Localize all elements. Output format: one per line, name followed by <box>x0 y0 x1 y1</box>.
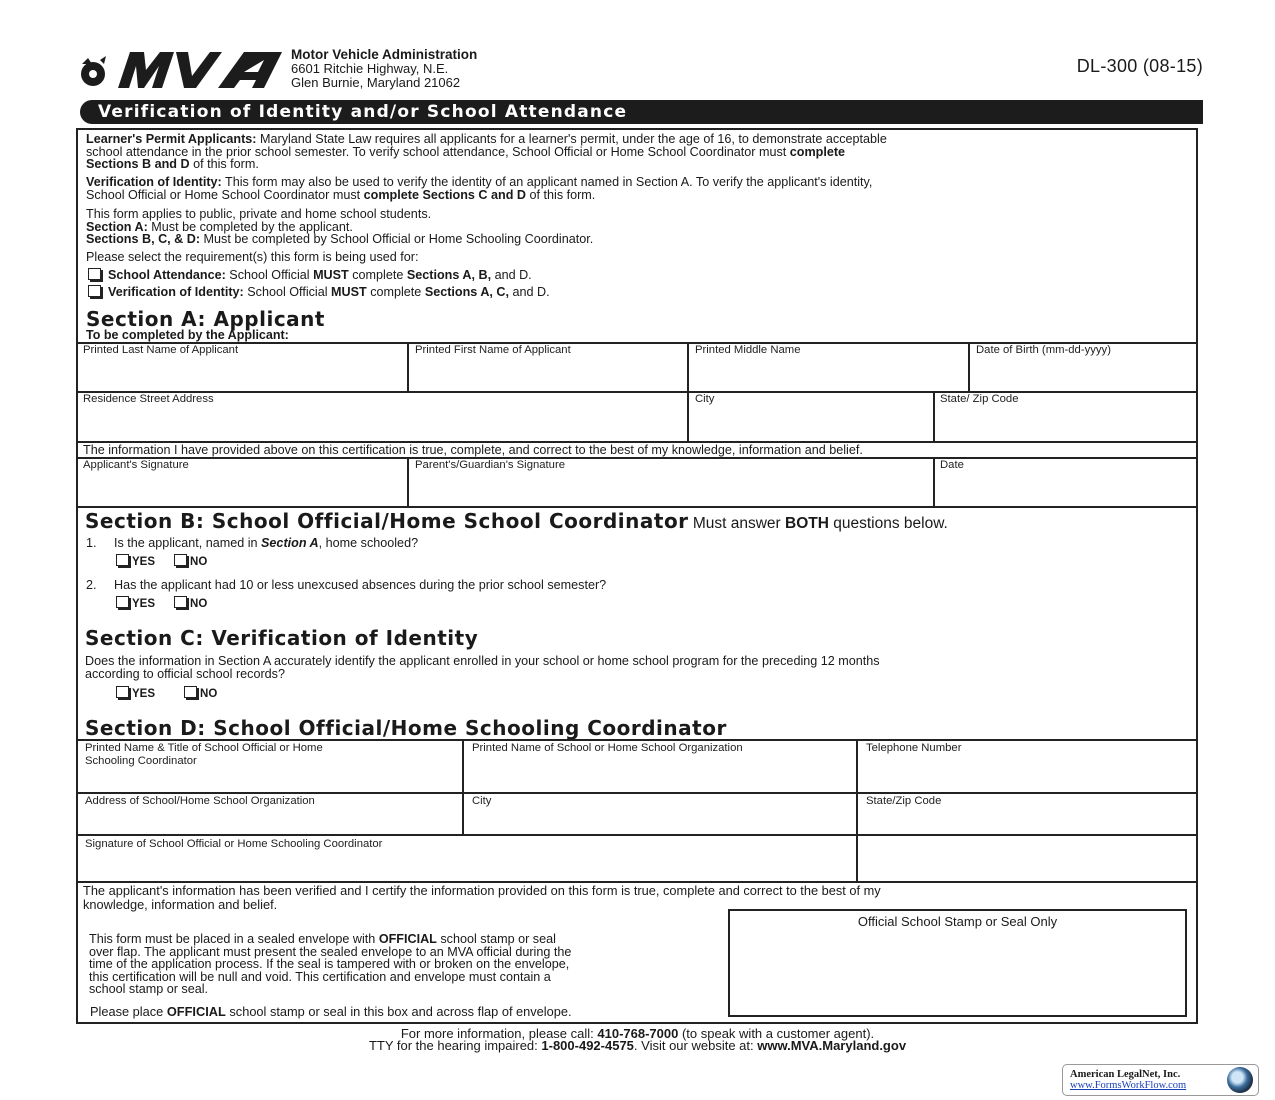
stamp-box-label: Official School Stamp or Seal Only <box>857 914 1058 929</box>
verification-identity-checkbox[interactable] <box>88 285 101 297</box>
section-c-title: Section C: Verification of Identity <box>85 626 479 650</box>
school-name-label: Printed Name of School or Home School Organization <box>472 742 743 754</box>
divider <box>407 457 409 506</box>
divider <box>76 391 1198 393</box>
section-a-title: Section A: Applicant <box>86 307 325 331</box>
street-label: Residence Street Address <box>83 393 214 405</box>
section-d-title: Section D: School Official/Home Schooling Coordinator <box>85 716 727 740</box>
parent-signature-label: Parent's/Guardian's Signature <box>415 459 566 471</box>
school-address-field[interactable] <box>78 811 461 833</box>
american-legalnet-badge[interactable] <box>1062 1064 1259 1096</box>
dob-label: Date of Birth (mm-dd-yyyy) <box>976 344 1111 356</box>
divider <box>856 739 858 881</box>
c-no-checkbox[interactable] <box>184 686 197 698</box>
last-name-label: Printed Last Name of Applicant <box>83 344 239 356</box>
q1-no-checkbox[interactable] <box>174 554 187 566</box>
q2-no-checkbox[interactable] <box>174 596 187 608</box>
date-field[interactable] <box>936 475 1196 505</box>
section-b-title: Section B: School Official/Home School Coordinator <box>85 509 689 533</box>
divider <box>76 834 1198 836</box>
applicant-signature-field[interactable] <box>78 475 406 505</box>
envelope-instructions: This form must be placed in a sealed envelope with OFFICIAL school stamp or seal over flap. The applicant must present the sealed envelope to an MVA official during the time of the application process. If the seal is tampered with or broken on the envelope, this certification will be null and void. This certification and envelope must contain a school stamp or seal. <box>89 932 572 997</box>
official-signature-field[interactable] <box>78 854 854 880</box>
date-label: Date <box>940 459 964 471</box>
mva-logo <box>78 50 283 90</box>
state-zip-field[interactable] <box>936 409 1196 440</box>
official-stamp-box[interactable] <box>728 909 1187 1017</box>
option-verification-identity[interactable]: Verification of Identity: School Official MUST complete Sections A, C, and D. <box>88 285 550 299</box>
divider <box>76 739 1198 741</box>
website-link[interactable]: www.MVA.Maryland.gov <box>757 1038 907 1053</box>
divider <box>407 342 409 391</box>
divider <box>933 457 935 506</box>
section-b-header: Section B: School Official/Home School Coordinator Must answer BOTH questions below. <box>85 509 948 533</box>
school-address-label: Address of School/Home School Organization <box>85 795 315 807</box>
c-yes-checkbox[interactable] <box>116 686 129 698</box>
form-title-bar <box>80 100 1203 124</box>
school-attendance-checkbox[interactable] <box>88 268 101 280</box>
street-field[interactable] <box>78 409 686 440</box>
section-a-subtitle: To be completed by the Applicant: <box>86 328 289 342</box>
q2-yes-option[interactable]: YES <box>116 596 155 610</box>
last-name-field[interactable] <box>78 360 406 390</box>
q2-answers <box>116 596 207 611</box>
c-yes-option[interactable]: YES <box>116 686 155 700</box>
divider <box>76 506 1198 508</box>
school-city-label: City <box>472 795 492 807</box>
q2-yes-checkbox[interactable] <box>116 596 129 608</box>
divider <box>462 739 464 834</box>
q1-answers <box>116 554 207 569</box>
telephone-field[interactable] <box>859 758 1196 791</box>
agency-address-line1: 6601 Ritchie Highway, N.E. <box>291 61 449 76</box>
stamp-instruction: Please place OFFICIAL school stamp or seal in this box and across flap of envelope. <box>90 1004 572 1019</box>
first-name-field[interactable] <box>410 360 686 390</box>
legalnet-url[interactable]: www.FormsWorkFlow.com <box>1070 1080 1187 1091</box>
state-zip-label: State/ Zip Code <box>940 393 1019 405</box>
official-signature-label: Signature of School Official or Home Schooling Coordinator <box>85 838 383 850</box>
school-name-field[interactable] <box>465 758 855 791</box>
section-b-q2: 2. Has the applicant had 10 or less unexcused absences during the prior school semester? <box>86 578 607 592</box>
dob-field[interactable] <box>971 360 1196 390</box>
city-label: City <box>695 393 715 405</box>
official-certification: The applicant's information has been verified and I certify the information provided on this form is true, complete and correct to the best of my knowledge, information and belief. <box>83 883 881 912</box>
divider <box>933 391 935 441</box>
divider <box>687 391 689 441</box>
section-b-q1: 1. Is the applicant, named in Section A, home schooled? <box>86 536 419 550</box>
form-number: DL-300 (08-15) <box>1076 56 1203 76</box>
official-name-field[interactable] <box>78 770 461 791</box>
school-city-field[interactable] <box>465 811 855 833</box>
legalnet-company: American LegalNet, Inc. <box>1070 1069 1181 1080</box>
section-c-answers <box>116 686 217 701</box>
form-title: Verification of Identity and/or School Attendance <box>98 102 628 122</box>
middle-name-field[interactable] <box>690 360 966 390</box>
agency-address-line2: Glen Burnie, Maryland 21062 <box>291 75 461 90</box>
divider <box>687 342 689 391</box>
intro-identity: Verification of Identity: This form may also be used to verify the identity of an applicant named in Section A. To verify the applicant's identity, School Official or Home School Coordinator must complete Sections C and D of this form. <box>86 175 873 202</box>
applicant-certification: The information I have provided above on this certification is true, complete, and correct to the best of my knowledge, information and belief. <box>83 443 863 457</box>
agency-name: Motor Vehicle Administration <box>291 47 478 62</box>
divider <box>76 457 1198 459</box>
agency-block <box>291 48 477 90</box>
middle-name-label: Printed Middle Name <box>695 344 801 356</box>
select-prompt: Please select the requirement(s) this form is being used for: <box>86 250 419 264</box>
official-name-label: Printed Name & Title of School Official or Home Schooling Coordinator <box>85 742 323 767</box>
globe-icon <box>1227 1067 1253 1093</box>
phone-number: 410-768-7000 <box>597 1026 679 1041</box>
c-no-option[interactable]: NO <box>184 686 217 700</box>
school-state-zip-label: State/Zip Code <box>866 795 942 807</box>
section-c-question: Does the information in Section A accurately identify the applicant enrolled in your school or home school program for the preceding 12 months according to official school records? <box>85 654 880 681</box>
parent-signature-field[interactable] <box>410 475 932 505</box>
option-school-attendance[interactable]: School Attendance: School Official MUST complete Sections A, B, and D. <box>88 268 532 282</box>
first-name-label: Printed First Name of Applicant <box>415 344 571 356</box>
divider <box>968 342 970 391</box>
q1-no-option[interactable]: NO <box>174 554 207 568</box>
telephone-label: Telephone Number <box>866 742 962 754</box>
school-state-zip-field[interactable] <box>859 811 1196 833</box>
intro-learner: Learner's Permit Applicants: Maryland State Law requires all applicants for a learner's permit, under the age of 16, to demonstrate acceptable school attendance in the prior school semester. To verify school attendance, School Official or Home School Coordinator must complete Sections B and D of this form. <box>86 132 887 172</box>
official-signature-date-field[interactable] <box>859 837 1196 880</box>
divider <box>76 792 1198 794</box>
intro-applies: This form applies to public, private and home school students. Section A: Must be completed by the applicant. Sections B, C, & D: Must be completed by School Official or Home Schooling Coordinator. <box>86 207 594 247</box>
city-field[interactable] <box>690 409 932 440</box>
tty-number: 1-800-492-4575 <box>541 1038 634 1053</box>
q1-yes-option[interactable]: YES <box>116 554 155 568</box>
q2-no-option[interactable]: NO <box>174 596 207 610</box>
footer-contact: For more information, please call: 410-768-7000 (to speak with a customer agent). <box>400 1026 875 1041</box>
q1-yes-checkbox[interactable] <box>116 554 129 566</box>
footer-tty: TTY for the hearing impaired: 1-800-492-4575. Visit our website at: www.MVA.Maryland.gov <box>368 1038 907 1053</box>
applicant-signature-label: Applicant's Signature <box>83 459 189 471</box>
